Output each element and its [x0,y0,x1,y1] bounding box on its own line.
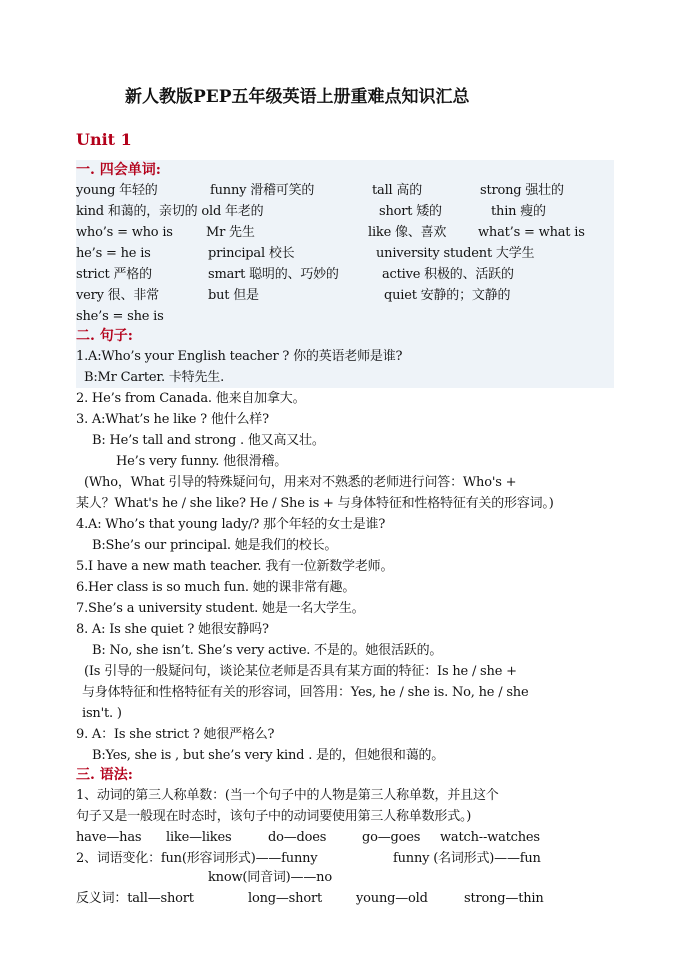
vocab-item: strict 严格的 [76,267,152,282]
unit-heading: Unit 1 [76,130,132,149]
antonym: 反义词：tall—short [76,891,194,906]
vocab-item: active 积极的、活跃的 [382,267,514,282]
vocab-item: young 年轻的 [76,183,158,198]
vocab-item: tall 高的 [372,183,423,198]
vocab-item: kind 和蔼的，亲切的 old 年老的 [76,204,264,219]
grammar-line: 1、动词的第三人称单数：(当一个句子中的人物是第三人称单数，并且这个 [76,788,499,803]
sentence-line: B:She’s our principal. 她是我们的校长。 [92,538,338,553]
sentence-line: 6.Her class is so much fun. 她的课非常有趣。 [76,580,356,595]
sentence-line: 3. A:What’s he like ? 他什么样? [76,412,269,427]
grammar-line: know(同音词)——no [208,870,332,885]
verb-form: watch--watches [440,830,540,845]
sentence-line: He’s very funny. 他很滑稽。 [116,454,288,469]
grammar-heading: 三. 语法: [76,767,133,783]
sentence-note: 某人？What's he / she like? He / She is + 与身体特征和性格特征有关的形容词。) [76,496,554,511]
grammar-line: 句子又是一般现在时态时，该句子中的动词要使用第三人称单数形式。) [76,809,472,824]
sentence-note: (Who，What 引导的特殊疑问句，用来对不熟悉的老师进行问答：Who's + [84,475,517,490]
sentence-line: 4.A: Who’s that young lady/? 那个年轻的女士是谁? [76,517,386,532]
sentence-line: B:Mr Carter. 卡特先生. [84,370,225,385]
vocab-item: what’s = what is [478,225,585,240]
vocab-item: principal 校长 [208,246,295,261]
vocab-item: Mr 先生 [206,225,255,240]
sentence-note: 与身体特征和性格特征有关的形容词，回答用：Yes, he / she is. No, he / she [82,685,529,700]
grammar-line: funny (名词形式)——fun [393,851,541,866]
vocab-item: she’s = she is [76,309,164,324]
page-title: 新人教版PEP五年级英语上册重难点知识汇总 [125,87,470,107]
antonym: long—short [248,891,322,906]
vocab-item: who’s = who is [76,225,173,240]
antonym: strong—thin [464,891,544,906]
sentences-heading: 二. 句子: [76,328,133,344]
sentence-line: B: No, she isn’t. She’s very active. 不是的。她很活跃的。 [92,643,443,658]
sentence-line: B: He’s tall and strong . 他又高又壮。 [92,433,325,448]
sentence-line: 7.She’s a university student. 她是一名大学生。 [76,601,365,616]
vocab-item: university student 大学生 [376,246,535,261]
verb-form: have—has [76,830,142,845]
vocab-item: funny 滑稽可笑的 [210,183,315,198]
sentence-line: 2. He’s from Canada. 他来自加拿大。 [76,391,306,406]
vocab-item: thin 瘦的 [491,204,546,219]
verb-form: do—does [268,830,327,845]
vocab-item: strong 强壮的 [480,183,564,198]
verb-form: go—goes [362,830,421,845]
antonym: young—old [356,891,428,906]
sentence-line: 1.A:Who’s your English teacher ? 你的英语老师是谁? [76,349,403,364]
sentence-note: (Is 引导的一般疑问句，谈论某位老师是否具有某方面的特征：Is he / she + [84,664,517,679]
verb-form: like—likes [166,830,232,845]
vocab-item: very 很、非常 [76,288,159,303]
sentence-line: 8. A: Is she quiet ? 她很安静吗? [76,622,269,637]
grammar-line: 2、词语变化：fun(形容词形式)——funny [76,851,318,866]
vocab-item: like 像、喜欢 [368,225,447,240]
vocab-item: but 但是 [208,288,259,303]
vocab-item: short 矮的 [379,204,442,219]
sentence-line: 9. A：Is she strict ? 她很严格么? [76,727,275,742]
vocab-item: smart 聪明的、巧妙的 [208,267,339,282]
sentence-note: isn't. ) [82,706,122,721]
vocab-heading: 一. 四会单词: [76,162,161,178]
vocab-item: he’s = he is [76,246,151,261]
sentence-line: B:Yes, she is , but she’s very kind . 是的，但她很和蔼的。 [92,748,445,763]
sentence-line: 5.I have a new math teacher. 我有一位新数学老师。 [76,559,394,574]
vocab-item: quiet 安静的；文静的 [384,288,511,303]
